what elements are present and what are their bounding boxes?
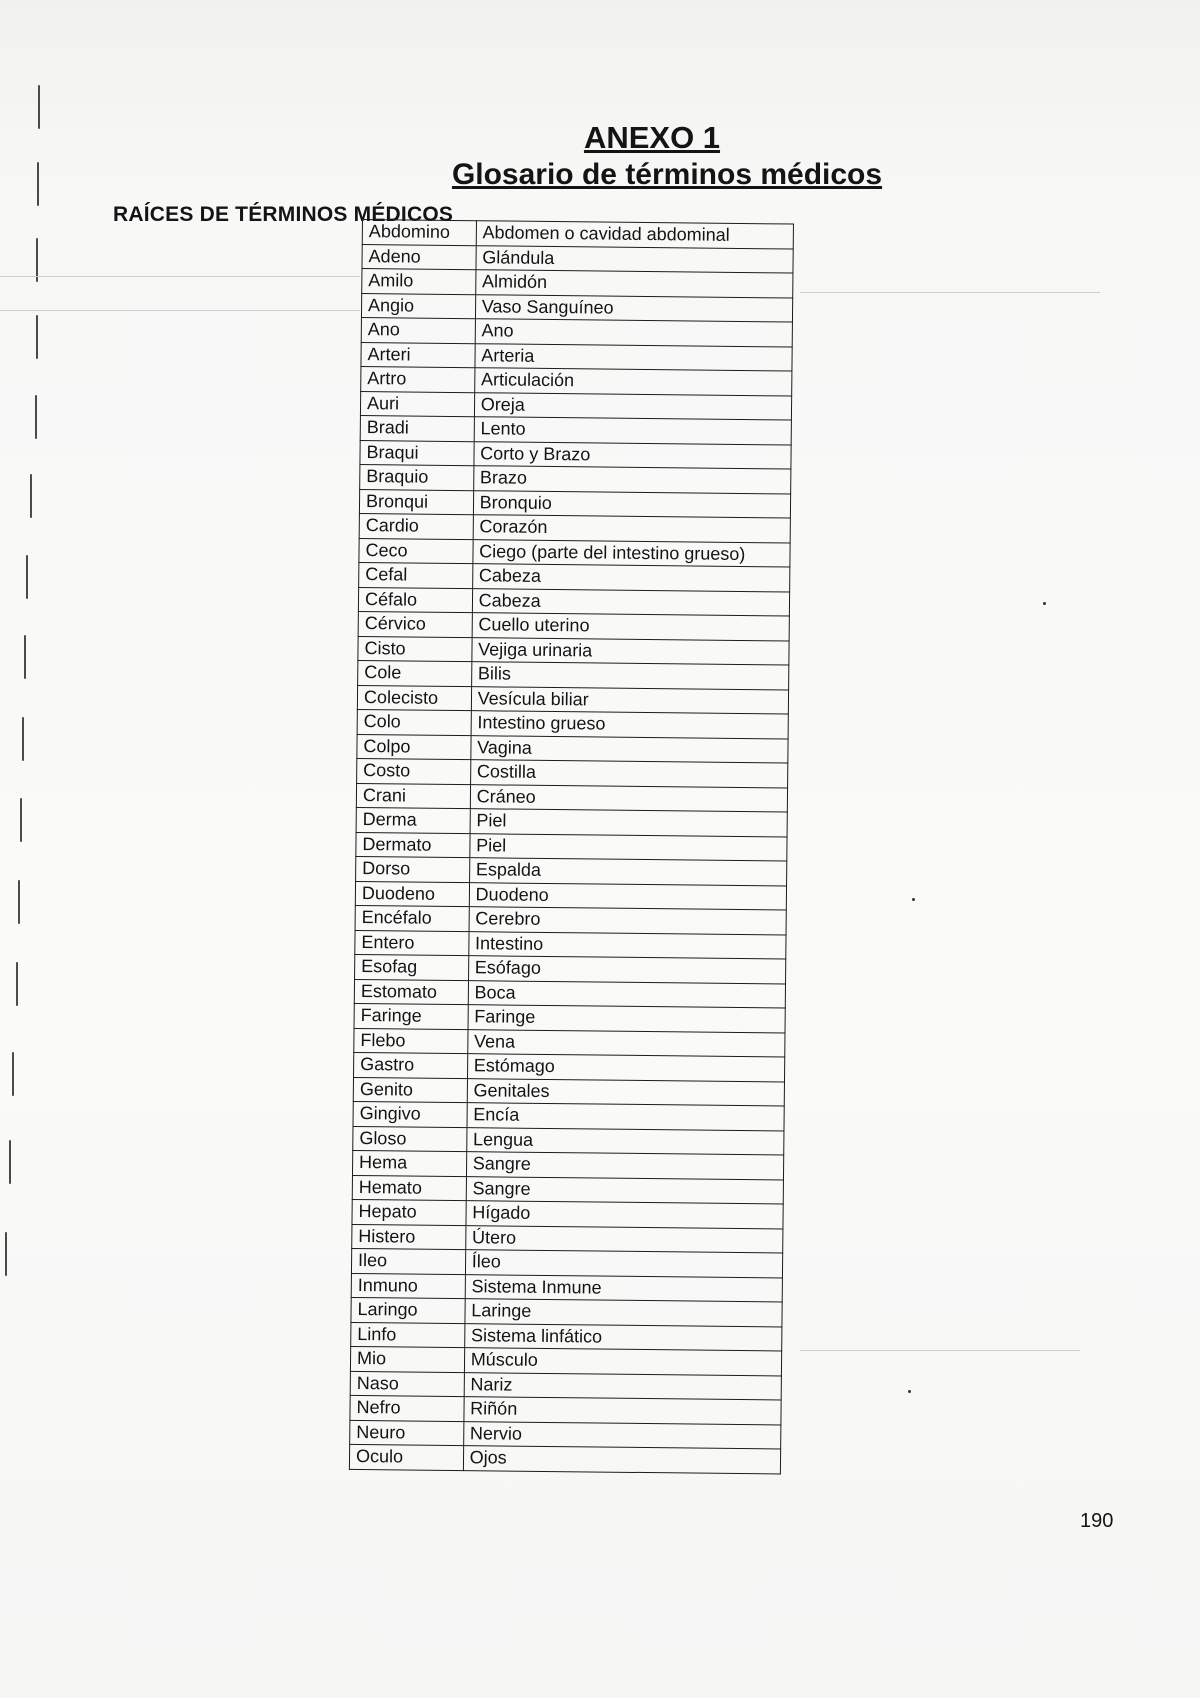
page-number: 190 bbox=[1080, 1510, 1114, 1532]
meaning-cell: Bronquio bbox=[473, 490, 791, 518]
root-term-cell: Neuro bbox=[350, 1420, 464, 1446]
root-term-cell: Ileo bbox=[351, 1248, 465, 1274]
root-term-cell: Gloso bbox=[353, 1126, 467, 1152]
margin-mark bbox=[35, 395, 37, 439]
meaning-cell: Cerebro bbox=[469, 907, 787, 935]
meaning-cell: Duodeno bbox=[469, 882, 787, 910]
root-term-cell: Dorso bbox=[356, 856, 470, 882]
root-term-cell: Cole bbox=[358, 660, 472, 686]
scan-artifact-line bbox=[800, 292, 1100, 293]
root-term-cell: Crani bbox=[356, 783, 470, 809]
root-term-cell: Ano bbox=[361, 317, 475, 343]
root-term-cell: Amilo bbox=[362, 269, 476, 295]
meaning-cell: Corazón bbox=[473, 515, 791, 543]
meaning-cell: Bilis bbox=[471, 662, 789, 690]
root-term-cell: Bronqui bbox=[359, 489, 473, 515]
root-term-cell: Cardio bbox=[359, 513, 473, 539]
margin-mark bbox=[22, 717, 24, 761]
root-term-cell: Inmuno bbox=[351, 1273, 465, 1299]
root-term-cell: Oculo bbox=[349, 1444, 463, 1470]
root-term-cell: Mio bbox=[350, 1346, 464, 1372]
scan-speck bbox=[908, 1390, 911, 1393]
root-term-cell: Céfalo bbox=[358, 587, 472, 613]
margin-mark bbox=[20, 798, 22, 842]
root-term-cell: Flebo bbox=[354, 1028, 468, 1054]
root-term-cell: Costo bbox=[357, 758, 471, 784]
table-row bbox=[349, 1444, 780, 1473]
meaning-cell: Espalda bbox=[469, 858, 787, 886]
meaning-cell: Cabeza bbox=[472, 564, 790, 592]
meaning-cell: Piel bbox=[470, 809, 788, 837]
meaning-cell: Lento bbox=[474, 417, 792, 445]
meaning-cell: Ojos bbox=[463, 1446, 781, 1474]
root-term-cell: Adeno bbox=[362, 244, 476, 270]
meaning-cell: Abdomen o cavidad abdominal bbox=[476, 221, 794, 249]
meaning-cell: Vagina bbox=[471, 735, 789, 763]
glossary-table bbox=[349, 219, 794, 1474]
annex-title: ANEXO 1 bbox=[583, 120, 721, 155]
meaning-cell: Nervio bbox=[463, 1421, 781, 1449]
meaning-cell: Boca bbox=[468, 980, 786, 1008]
meaning-cell: Sangre bbox=[466, 1152, 784, 1180]
root-term-cell: Encéfalo bbox=[355, 905, 469, 931]
margin-mark bbox=[9, 1140, 11, 1184]
margin-mark bbox=[24, 635, 26, 679]
meaning-cell: Músculo bbox=[464, 1348, 782, 1376]
scan-artifact-line bbox=[0, 276, 360, 277]
meaning-cell: Piel bbox=[470, 833, 788, 861]
root-term-cell: Derma bbox=[356, 807, 470, 833]
margin-mark bbox=[5, 1232, 7, 1276]
meaning-cell: Lengua bbox=[466, 1127, 784, 1155]
root-term-cell: Estomato bbox=[354, 979, 468, 1005]
root-term-cell: Duodeno bbox=[355, 881, 469, 907]
meaning-cell: Intestino grueso bbox=[471, 711, 789, 739]
root-term-cell: Cefal bbox=[359, 562, 473, 588]
margin-mark bbox=[36, 315, 38, 359]
scan-artifact-line bbox=[0, 310, 360, 311]
scan-artifact-line bbox=[800, 1350, 1080, 1351]
margin-mark bbox=[30, 474, 32, 518]
root-term-cell: Arteri bbox=[361, 342, 475, 368]
margin-mark bbox=[16, 962, 18, 1006]
root-term-cell: Braqui bbox=[360, 440, 474, 466]
root-term-cell: Dermato bbox=[356, 832, 470, 858]
meaning-cell: Hígado bbox=[466, 1201, 784, 1229]
root-term-cell: Hepato bbox=[352, 1199, 466, 1225]
root-term-cell: Auri bbox=[360, 391, 474, 417]
binder-margin-marks bbox=[0, 0, 60, 1698]
meaning-cell: Sangre bbox=[466, 1176, 784, 1204]
root-term-cell: Braquio bbox=[360, 464, 474, 490]
meaning-cell: Íleo bbox=[465, 1250, 783, 1278]
meaning-cell: Laringe bbox=[465, 1299, 783, 1327]
root-term-cell: Entero bbox=[355, 930, 469, 956]
meaning-cell: Faringe bbox=[468, 1005, 786, 1033]
margin-mark bbox=[12, 1052, 14, 1096]
scan-speck bbox=[912, 898, 915, 901]
meaning-cell: Cráneo bbox=[470, 784, 788, 812]
meaning-cell: Sistema linfático bbox=[464, 1323, 782, 1351]
root-term-cell: Laringo bbox=[351, 1297, 465, 1323]
root-term-cell: Gingivo bbox=[353, 1101, 467, 1127]
meaning-cell: Glándula bbox=[476, 245, 794, 273]
root-term-cell: Genito bbox=[353, 1077, 467, 1103]
meaning-cell: Intestino bbox=[468, 931, 786, 959]
meaning-cell: Brazo bbox=[473, 466, 791, 494]
scan-speck bbox=[1043, 602, 1046, 605]
meaning-cell: Cabeza bbox=[472, 588, 790, 616]
meaning-cell: Nariz bbox=[464, 1372, 782, 1400]
meaning-cell: Sistema Inmune bbox=[465, 1274, 783, 1302]
meaning-cell: Vejiga urinaria bbox=[472, 637, 790, 665]
meaning-cell: Ciego (parte del intestino grueso) bbox=[473, 539, 791, 567]
meaning-cell: Corto y Brazo bbox=[474, 441, 792, 469]
meaning-cell: Cuello uterino bbox=[472, 613, 790, 641]
meaning-cell: Estómago bbox=[467, 1054, 785, 1082]
root-term-cell: Bradi bbox=[360, 415, 474, 441]
meaning-cell: Vena bbox=[467, 1029, 785, 1057]
meaning-cell: Vesícula biliar bbox=[471, 686, 789, 714]
root-term-cell: Ceco bbox=[359, 538, 473, 564]
root-term-cell: Linfo bbox=[351, 1322, 465, 1348]
root-term-cell: Colo bbox=[357, 709, 471, 735]
meaning-cell: Esófago bbox=[468, 956, 786, 984]
root-term-cell: Artro bbox=[361, 366, 475, 392]
root-term-cell: Gastro bbox=[354, 1052, 468, 1078]
meaning-cell: Articulación bbox=[474, 368, 792, 396]
meaning-cell: Costilla bbox=[470, 760, 788, 788]
root-term-cell: Colpo bbox=[357, 734, 471, 760]
meaning-cell: Útero bbox=[465, 1225, 783, 1253]
root-term-cell: Esofag bbox=[355, 954, 469, 980]
root-term-cell: Nefro bbox=[350, 1395, 464, 1421]
glossary-table-body bbox=[349, 220, 793, 1474]
section-heading: RAÍCES DE TÉRMINOS MÉDICOS bbox=[113, 203, 454, 226]
root-term-cell: Cisto bbox=[358, 636, 472, 662]
root-term-cell: Faringe bbox=[354, 1003, 468, 1029]
glossary-subtitle: Glosario de términos médicos bbox=[451, 158, 883, 191]
root-term-cell: Histero bbox=[352, 1224, 466, 1250]
root-term-cell: Angio bbox=[361, 293, 475, 319]
root-term-cell: Hema bbox=[352, 1150, 466, 1176]
margin-mark bbox=[18, 880, 20, 924]
meaning-cell: Encía bbox=[467, 1103, 785, 1131]
meaning-cell: Ano bbox=[475, 319, 793, 347]
meaning-cell: Riñón bbox=[464, 1397, 782, 1425]
root-term-cell: Abdomino bbox=[362, 220, 476, 246]
root-term-cell: Cérvico bbox=[358, 611, 472, 637]
root-term-cell: Naso bbox=[350, 1371, 464, 1397]
meaning-cell: Oreja bbox=[474, 392, 792, 420]
root-term-cell: Colecisto bbox=[357, 685, 471, 711]
margin-mark bbox=[26, 555, 28, 599]
meaning-cell: Almidón bbox=[475, 270, 793, 298]
meaning-cell: Vaso Sanguíneo bbox=[475, 294, 793, 322]
meaning-cell: Genitales bbox=[467, 1078, 785, 1106]
meaning-cell: Arteria bbox=[475, 343, 793, 371]
root-term-cell: Hemato bbox=[352, 1175, 466, 1201]
